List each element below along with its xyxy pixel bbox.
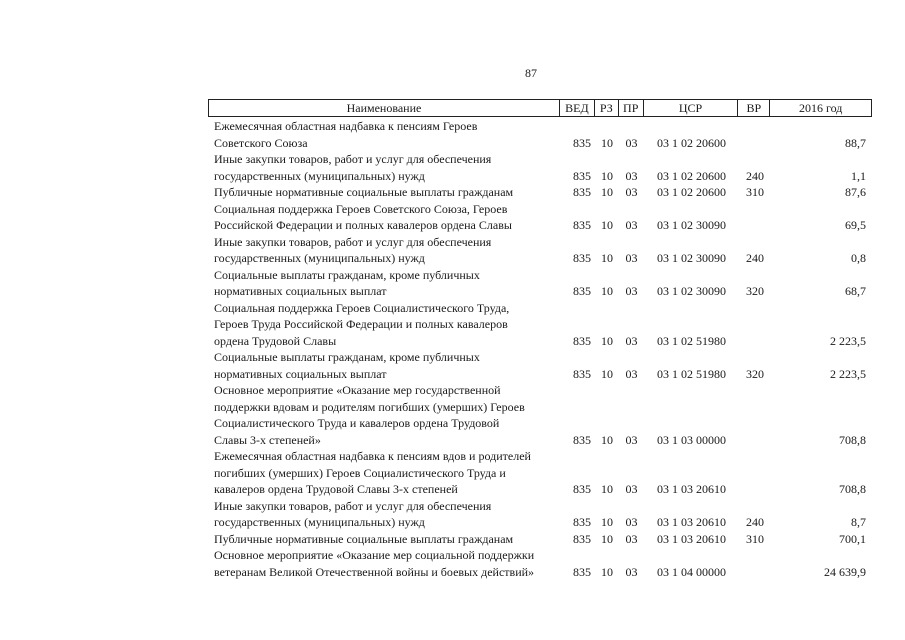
row-ved: 835	[573, 185, 591, 199]
row-value: 88,7	[845, 135, 866, 150]
row-ved: 835	[573, 564, 591, 579]
table-row	[208, 448, 872, 498]
row-csr: 03 1 02 51980	[657, 333, 726, 348]
table-row	[208, 382, 872, 448]
row-value: 24 639,9	[824, 564, 866, 579]
row-value: 708,8	[839, 432, 866, 447]
header-vr: ВР	[738, 100, 770, 116]
row-pr: 03	[625, 432, 638, 447]
row-value: 2 223,5	[830, 366, 866, 381]
row-name: Социальные выплаты гражданам, кроме публичных нормативных социальных выплат	[214, 267, 480, 298]
row-ved: 835	[573, 482, 591, 496]
row-value: 68,7	[845, 284, 866, 298]
table-row	[208, 498, 872, 531]
header-ved: ВЕД	[560, 100, 595, 116]
table-row	[208, 300, 872, 350]
row-name: Публичные нормативные социальные выплаты гражданам	[214, 531, 514, 546]
row-pr: 03	[625, 284, 638, 298]
header-year: 2016 год	[798, 100, 843, 115]
row-csr: 03 1 03 20610	[657, 515, 726, 529]
row-ved: 835	[573, 432, 591, 447]
row-name: Публичные нормативные социальные выплаты гражданам	[214, 185, 514, 199]
table-row	[208, 267, 872, 300]
row-vr: 320	[746, 366, 764, 381]
row-ved: 835	[573, 251, 591, 265]
row-rz: 10	[601, 284, 613, 298]
row-ved: 835	[573, 515, 591, 529]
row-pr: 03	[625, 366, 638, 381]
row-pr: 03	[625, 482, 638, 496]
row-value: 700,1	[839, 531, 866, 546]
row-csr: 03 1 02 20600	[657, 185, 726, 199]
row-rz: 10	[601, 185, 613, 199]
row-csr: 03 1 02 51980	[657, 366, 726, 381]
row-ved: 835	[573, 135, 591, 150]
row-csr: 03 1 02 30090	[657, 218, 726, 232]
row-rz: 10	[601, 432, 613, 447]
row-pr: 03	[625, 218, 638, 232]
row-value: 69,5	[845, 218, 866, 232]
row-pr: 03	[625, 135, 638, 150]
row-name: Иные закупки товаров, работ и услуг для обеспечения государственных (муниципальных) нужд	[214, 234, 492, 265]
row-rz: 10	[601, 333, 613, 348]
row-name: Ежемесячная областная надбавка к пенсиям Героев Советского Союза	[214, 119, 478, 150]
header-rz: РЗ	[595, 100, 619, 116]
page-number: 87	[525, 66, 537, 80]
row-ved: 835	[573, 366, 591, 381]
row-pr: 03	[625, 168, 638, 183]
row-value: 1,1	[851, 168, 866, 183]
row-value: 2 223,5	[830, 333, 866, 348]
row-vr: 240	[746, 168, 764, 183]
row-value: 0,8	[851, 251, 866, 265]
header-csr: ЦСР	[644, 100, 739, 116]
row-rz: 10	[601, 515, 613, 529]
table-row	[208, 201, 872, 234]
row-name: Иные закупки товаров, работ и услуг для обеспечения государственных (муниципальных) нужд	[214, 498, 492, 529]
row-rz: 10	[601, 564, 613, 579]
row-csr: 03 1 02 20600	[657, 135, 726, 150]
row-csr: 03 1 02 30090	[657, 284, 726, 298]
row-name: Социальная поддержка Героев Социалистического Труда, Героев Труда Российской Федерации и полных кавалеров ордена Трудовой Славы	[214, 300, 510, 348]
row-csr: 03 1 03 20610	[657, 531, 726, 546]
row-vr: 310	[746, 531, 764, 546]
row-ved: 835	[573, 333, 591, 348]
row-ved: 835	[573, 531, 591, 546]
row-csr: 03 1 03 20610	[657, 482, 726, 496]
table-row	[208, 531, 872, 548]
table-row	[208, 234, 872, 267]
row-csr: 03 1 02 20600	[657, 168, 726, 183]
table-row	[208, 547, 872, 580]
row-name: Социальные выплаты гражданам, кроме публичных нормативных социальных выплат	[214, 350, 480, 381]
table-header	[208, 99, 872, 117]
header-pr: ПР	[619, 100, 644, 116]
row-csr: 03 1 04 00000	[657, 564, 726, 579]
table-row	[208, 184, 872, 201]
header-name: Наименование	[209, 100, 560, 116]
row-name: Основное мероприятие «Оказание мер социальной поддержки ветеранам Великой Отечественной войны и боевых действий»	[214, 548, 535, 579]
row-ved: 835	[573, 168, 591, 183]
row-csr: 03 1 03 00000	[657, 432, 726, 447]
row-rz: 10	[601, 135, 613, 150]
row-pr: 03	[625, 185, 638, 199]
row-vr: 240	[746, 515, 764, 529]
row-ved: 835	[573, 218, 591, 232]
table-row	[208, 118, 872, 151]
row-rz: 10	[601, 168, 613, 183]
row-csr: 03 1 02 30090	[657, 251, 726, 265]
row-rz: 10	[601, 251, 613, 265]
row-pr: 03	[625, 251, 638, 265]
row-value: 8,7	[851, 515, 866, 529]
table-body	[208, 118, 872, 580]
row-rz: 10	[601, 366, 613, 381]
row-value: 708,8	[839, 482, 866, 496]
row-name: Иные закупки товаров, работ и услуг для обеспечения государственных (муниципальных) нужд	[214, 152, 492, 183]
row-pr: 03	[625, 333, 638, 348]
row-name: Основное мероприятие «Оказание мер государственной поддержки вдовам и родителям погибших (умерших) Героев Социалистического Труда и кавалеров ордена Трудовой Славы 3-х степеней»	[214, 383, 525, 447]
row-vr: 240	[746, 251, 764, 265]
row-vr: 320	[746, 284, 764, 298]
row-pr: 03	[625, 564, 638, 579]
row-vr: 310	[746, 185, 764, 199]
table-row	[208, 349, 872, 382]
row-pr: 03	[625, 531, 638, 546]
row-value: 87,6	[845, 185, 866, 199]
row-rz: 10	[601, 531, 613, 546]
row-rz: 10	[601, 218, 613, 232]
row-name: Ежемесячная областная надбавка к пенсиям вдов и родителей погибших (умерших) Героев Социалистического Труда и кавалеров ордена Трудовой Славы 3-х степеней	[214, 449, 531, 496]
row-pr: 03	[625, 515, 638, 529]
row-rz: 10	[601, 482, 613, 496]
row-ved: 835	[573, 284, 591, 298]
row-name: Социальная поддержка Героев Советского Союза, Героев Российской Федерации и полных кавалеров ордена Славы	[214, 201, 512, 232]
table-row	[208, 151, 872, 184]
